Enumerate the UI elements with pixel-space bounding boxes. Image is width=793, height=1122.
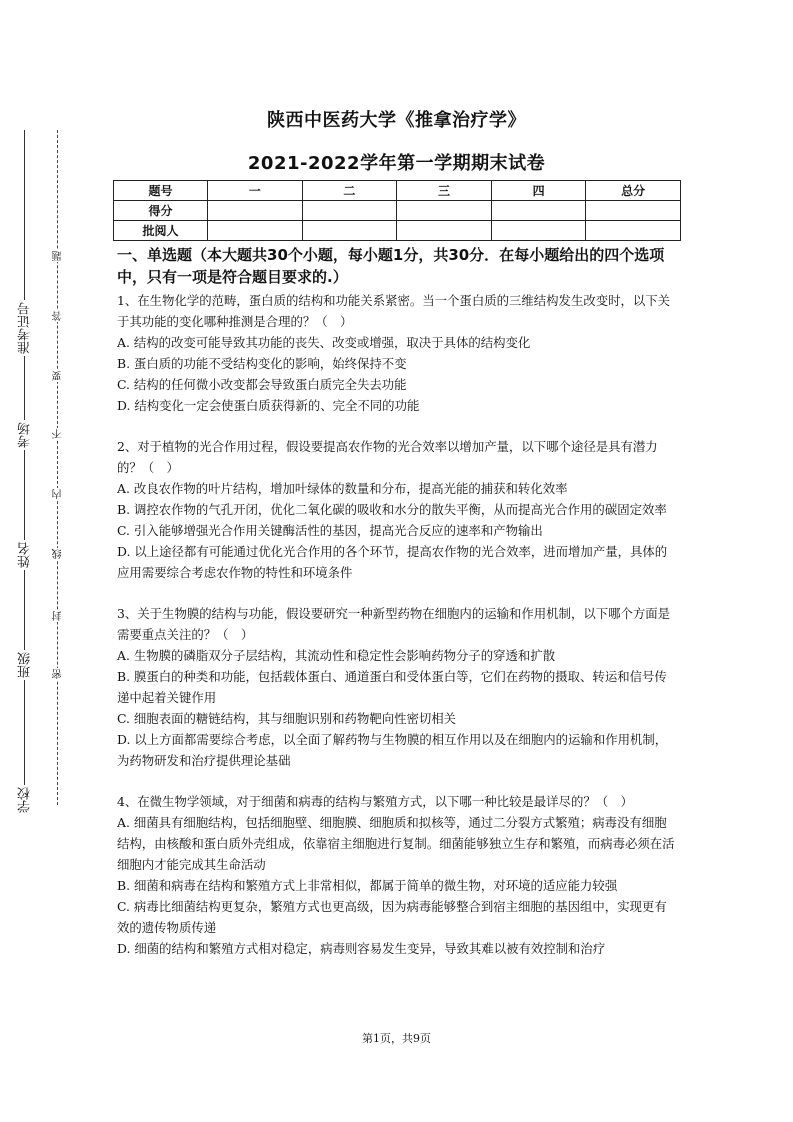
field-school: 学校: [18, 787, 33, 813]
score-cell[interactable]: [208, 201, 303, 221]
score-cell[interactable]: [302, 201, 397, 221]
binding-solid-line: [24, 130, 25, 805]
header-cell: 题号: [114, 181, 208, 201]
option: B. 膜蛋白的种类和功能，包括载体蛋白、通道蛋白和受体蛋白等，它们在药物的摄取、转运和信号传递中起着关键作用: [117, 669, 667, 705]
exam-content: [117, 244, 677, 959]
page-footer: 第1页，共9页: [362, 1032, 431, 1045]
question-stem: 4、在微生物学领域，对于细菌和病毒的结构与繁殖方式，以下哪一种比较是最详尽的？（ ）: [117, 794, 633, 809]
option: B. 蛋白质的功能不受结构变化的影响，始终保持不变: [117, 356, 407, 371]
seal-char: 封: [53, 611, 64, 621]
field-class: 班级: [18, 652, 33, 678]
option: B. 调控农作物的气孔开闭，优化二氧化碳的吸收和水分的散失平衡，从而提高光合作用的碳固定效率: [117, 502, 667, 517]
question: [117, 290, 677, 416]
header-cell: 四: [491, 181, 586, 201]
option: A. 细菌具有细胞结构，包括细胞壁、细胞膜、细胞质和拟核等，通过二分裂方式繁殖；病毒没有细胞结构，由核酸和蛋白质外壳组成，依靠宿主细胞进行复制。细菌能够独立生存和繁殖，而病毒必须在活细胞内才能完成其生命活动: [117, 815, 675, 872]
option: D. 结构变化一定会使蛋白质获得新的、完全不同的功能: [117, 398, 420, 413]
option: A. 结构的改变可能导致其功能的丧失、改变或增强，取决于具体的结构变化: [117, 335, 531, 350]
reviewer-row: [114, 221, 681, 241]
question: [117, 791, 677, 959]
seal-char: 答: [53, 311, 64, 321]
option: C. 结构的任何微小改变都会导致蛋白质完全失去功能: [117, 377, 407, 392]
row-label: 批阅人: [114, 221, 208, 241]
question-stem: 3、关于生物膜的结构与功能，假设要研究一种新型药物在细胞内的运输和作用机制，以下哪个方面是需要重点关注的？（ ）: [117, 606, 671, 642]
option: A. 生物膜的磷脂双分子层结构，其流动性和稳定性会影响药物分子的穿透和扩散: [117, 648, 556, 663]
option: A. 改良农作物的叶片结构，增加叶绿体的数量和分布，提高光能的捕获和转化效率: [117, 481, 568, 496]
score-cell[interactable]: [491, 201, 586, 221]
reviewer-cell[interactable]: [586, 221, 681, 241]
score-cell[interactable]: [397, 201, 492, 221]
reviewer-cell[interactable]: [491, 221, 586, 241]
row-label: 得分: [114, 201, 208, 221]
page-title: 陕西中医药大学《推拿治疗学》: [267, 110, 526, 131]
section-title: 一、单选题（本大题共30个小题，每小题1分，共30分．在每小题给出的四个选项中，只有一项是符合题目要求的.）: [117, 246, 665, 286]
question: [117, 603, 677, 771]
seal-char: 不: [53, 429, 64, 439]
header-cell: 二: [302, 181, 397, 201]
page-subtitle: 2021-2022学年第一学期期末试卷: [247, 153, 546, 174]
reviewer-cell[interactable]: [208, 221, 303, 241]
option: C. 引入能够增强光合作用关键酶活性的基因，提高光合反应的速率和产物输出: [117, 523, 543, 538]
question-stem: 2、对于植物的光合作用过程，假设要提高农作物的光合效率以增加产量，以下哪个途径是具有潜力的？（ ）: [117, 439, 658, 475]
score-table: [113, 180, 681, 241]
score-row: [114, 201, 681, 221]
option: D. 以上途径都有可能通过优化光合作用的各个环节，提高农作物的光合效率，进而增加产量，具体的应用需要综合考虑农作物的特性和环境条件: [117, 544, 668, 580]
field-name: 姓名: [18, 542, 33, 568]
option: C. 细胞表面的糖链结构，其与细胞识别和药物靶向性密切相关: [117, 711, 457, 726]
seal-char: 内: [53, 489, 64, 499]
seal-char: 线: [53, 549, 64, 559]
header-cell: 一: [208, 181, 303, 201]
seal-char: 要: [53, 371, 64, 381]
field-exam-room: 考场: [18, 422, 33, 448]
seal-char: 题: [53, 251, 64, 261]
question: [117, 436, 677, 583]
option: C. 病毒比细菌结构更复杂，繁殖方式也更高级，因为病毒能够整合到宿主细胞的基因组中，实现更有效的遗传物质传递: [117, 899, 667, 935]
option: B. 细菌和病毒在结构和繁殖方式上非常相似，都属于简单的微生物，对环境的适应能力较强: [117, 878, 618, 893]
reviewer-cell[interactable]: [397, 221, 492, 241]
header-cell: 总分: [586, 181, 681, 201]
option: D. 以上方面都需要综合考虑，以全面了解药物与生物膜的相互作用以及在细胞内的运输和作用机制，为药物研发和治疗提供理论基础: [117, 732, 668, 768]
reviewer-cell[interactable]: [302, 221, 397, 241]
question-stem: 1、在生物化学的范畴，蛋白质的结构和功能关系紧密。当一个蛋白质的三维结构发生改变时，以下关于其功能的变化哪种推测是合理的？（ ）: [117, 293, 671, 329]
score-table-header-row: [114, 181, 681, 201]
seal-char: 密: [53, 669, 64, 679]
option: D. 细菌的结构和繁殖方式相对稳定，病毒则容易发生变异，导致其难以被有效控制和治疗: [117, 941, 606, 956]
header-cell: 三: [397, 181, 492, 201]
score-cell[interactable]: [586, 201, 681, 221]
field-exam-number: 准考证号: [18, 302, 33, 354]
binding-dashed-line: [57, 130, 58, 805]
